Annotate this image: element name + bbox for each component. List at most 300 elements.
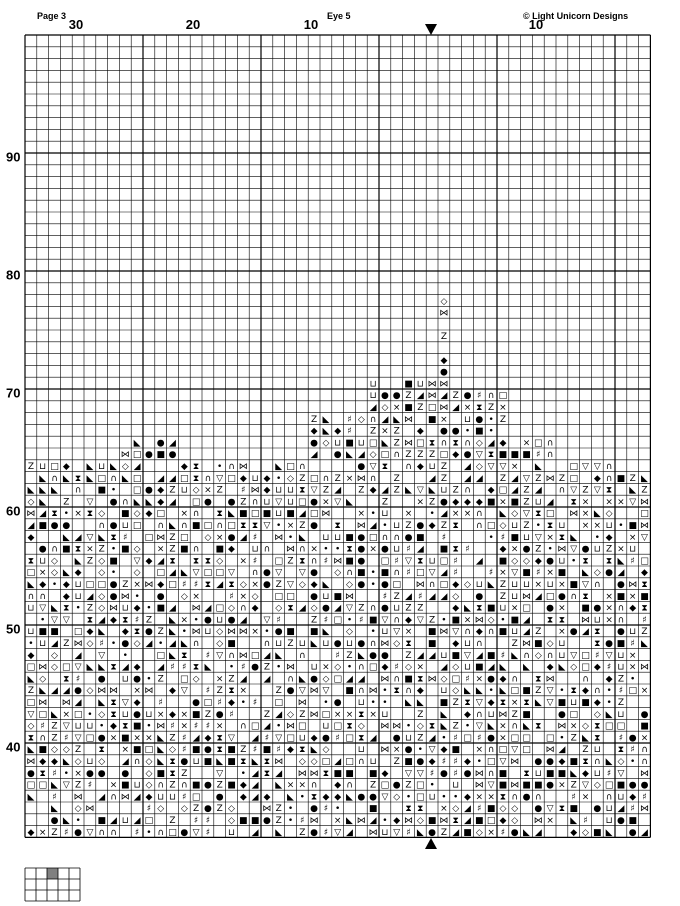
stitch-symbol: ∩ bbox=[204, 473, 212, 484]
stitch-symbol: ⧗ bbox=[499, 698, 507, 708]
stitch-symbol: ♯ bbox=[477, 391, 482, 402]
stitch-symbol: ▽ bbox=[216, 473, 224, 484]
stitch-symbol: ⊔ bbox=[617, 709, 625, 720]
stitch-symbol: □ bbox=[191, 497, 201, 508]
stitch-symbol: ♯ bbox=[193, 580, 199, 590]
stitch-symbol: Z bbox=[169, 544, 176, 555]
stitch-symbol: ◇ bbox=[98, 591, 106, 602]
stitch-symbol: ■ bbox=[416, 532, 425, 543]
stitch-symbol: □ bbox=[144, 745, 154, 756]
stitch-symbol: × bbox=[558, 603, 566, 614]
stitch-symbol: ⧗ bbox=[417, 674, 424, 685]
stitch-symbol: ∩ bbox=[428, 580, 436, 590]
stitch-symbol: ⊔ bbox=[275, 509, 283, 520]
stitch-symbol: ◇ bbox=[74, 757, 82, 767]
stitch-symbol: ■ bbox=[640, 591, 649, 602]
stitch-symbol: × bbox=[180, 615, 189, 626]
stitch-symbol: ♯ bbox=[99, 639, 104, 649]
stitch-symbol: ◆ bbox=[464, 757, 471, 767]
stitch-symbol: ▽ bbox=[605, 650, 613, 661]
stitch-symbol: × bbox=[499, 733, 507, 744]
stitch-symbol: ⋈ bbox=[640, 804, 649, 815]
stitch-symbol: ◢ bbox=[464, 816, 471, 826]
stitch-symbol: ◢ bbox=[51, 686, 58, 697]
stitch-symbol: ◢ bbox=[405, 591, 412, 602]
stitch-symbol: ◆ bbox=[428, 757, 436, 767]
stitch-symbol: ∩ bbox=[617, 615, 625, 626]
stitch-symbol: ▽ bbox=[216, 650, 224, 661]
stitch-symbol: ◆ bbox=[416, 686, 424, 697]
stitch-symbol: ◆ bbox=[27, 827, 35, 838]
stitch-symbol: ⧗ bbox=[476, 603, 483, 614]
stitch-symbol: ⋈ bbox=[474, 615, 484, 626]
stitch-symbol: Z bbox=[405, 450, 412, 461]
stitch-symbol: ∩ bbox=[487, 627, 495, 638]
stitch-symbol: ⧗ bbox=[476, 403, 483, 413]
stitch-symbol: ▽ bbox=[287, 580, 294, 590]
stitch-symbol: ■ bbox=[121, 780, 130, 791]
stitch-symbol: ⋈ bbox=[439, 379, 449, 390]
stitch-symbol: ◇ bbox=[346, 627, 353, 638]
stitch-symbol: ▽ bbox=[523, 473, 530, 484]
stitch-symbol: ◢ bbox=[487, 438, 495, 449]
stitch-symbol: • bbox=[370, 698, 376, 708]
stitch-symbol: ⧗ bbox=[216, 733, 223, 744]
stitch-symbol: ◢ bbox=[381, 414, 389, 425]
stitch-symbol: ■ bbox=[616, 639, 626, 649]
stitch-symbol: × bbox=[558, 580, 566, 590]
stitch-symbol: ∩ bbox=[287, 674, 294, 685]
stitch-symbol: ● bbox=[227, 615, 236, 626]
stitch-symbol: ▽ bbox=[416, 485, 424, 496]
stitch-symbol: □ bbox=[628, 686, 637, 697]
stitch-symbol: × bbox=[215, 674, 224, 685]
stitch-symbol: ⧗ bbox=[570, 497, 577, 508]
stitch-symbol: ◇ bbox=[487, 615, 495, 626]
stitch-symbol: ● bbox=[605, 568, 614, 579]
stitch-symbol: Z bbox=[452, 721, 459, 732]
stitch-symbol: ◣ bbox=[523, 662, 530, 673]
stitch-symbol: ◆ bbox=[145, 556, 153, 567]
stitch-symbol: ◆ bbox=[405, 615, 412, 626]
stitch-symbol: ● bbox=[546, 780, 555, 791]
stitch-symbol: ◇ bbox=[475, 462, 483, 472]
stitch-symbol: ◢ bbox=[263, 650, 271, 661]
stitch-symbol: ∩ bbox=[74, 485, 82, 496]
stitch-symbol: ▽ bbox=[298, 568, 306, 579]
stitch-symbol: ⧗ bbox=[204, 580, 212, 590]
stitch-symbol: ⋈ bbox=[238, 462, 248, 472]
stitch-symbol: Z bbox=[582, 745, 589, 756]
stitch-symbol: ∩ bbox=[535, 792, 542, 803]
stitch-symbol: Z bbox=[641, 485, 648, 496]
stitch-symbol: ● bbox=[628, 733, 637, 744]
stitch-symbol: ∩ bbox=[464, 627, 471, 638]
stitch-symbol: ⧗ bbox=[63, 674, 70, 685]
stitch-symbol: Z bbox=[582, 485, 589, 496]
stitch-symbol: ▽ bbox=[405, 556, 412, 567]
stitch-symbol: ◣ bbox=[499, 509, 507, 520]
stitch-symbol: ⋈ bbox=[439, 816, 449, 826]
stitch-symbol: ◣ bbox=[27, 792, 35, 803]
stitch-symbol: □ bbox=[180, 473, 189, 484]
stitch-symbol: ▽ bbox=[428, 745, 436, 756]
stitch-symbol: ◢ bbox=[275, 768, 283, 779]
stitch-symbol: ∩ bbox=[476, 521, 483, 531]
stitch-symbol: ◇ bbox=[133, 568, 141, 579]
stitch-symbol: • bbox=[146, 603, 152, 614]
stitch-symbol: ⋈ bbox=[156, 721, 166, 732]
stitch-symbol: ∩ bbox=[476, 709, 483, 720]
stitch-symbol: ∩ bbox=[369, 414, 377, 425]
stitch-symbol: ⧗ bbox=[428, 438, 436, 449]
stitch-symbol: □ bbox=[85, 733, 95, 744]
stitch-symbol: ⧗ bbox=[546, 615, 554, 626]
stitch-symbol: □ bbox=[522, 733, 531, 744]
stitch-symbol: ◢ bbox=[534, 485, 542, 496]
stitch-symbol: × bbox=[605, 603, 613, 614]
y-axis-label: 60 bbox=[6, 503, 21, 519]
stitch-symbol: □ bbox=[274, 556, 283, 567]
stitch-symbol: ◢ bbox=[641, 827, 648, 838]
stitch-symbol: × bbox=[239, 591, 248, 602]
stitch-symbol: ♯ bbox=[453, 556, 458, 567]
stitch-symbol: ■ bbox=[345, 768, 354, 779]
stitch-symbol: × bbox=[310, 544, 318, 555]
stitch-symbol: ♯ bbox=[323, 556, 329, 567]
stitch-symbol: ♯ bbox=[453, 733, 458, 744]
stitch-symbol: ◣ bbox=[346, 497, 353, 508]
stitch-symbol: ⧗ bbox=[617, 745, 625, 756]
stitch-symbol: ■ bbox=[368, 615, 378, 626]
stitch-symbol: ■ bbox=[451, 745, 460, 756]
stitch-symbol: ■ bbox=[38, 521, 47, 531]
stitch-symbol: ◆ bbox=[452, 497, 460, 508]
stitch-symbol: ● bbox=[557, 591, 566, 602]
stitch-symbol: ♯ bbox=[500, 650, 506, 661]
stitch-symbol: □ bbox=[144, 532, 154, 543]
stitch-symbol: ⋈ bbox=[286, 662, 295, 673]
stitch-symbol: ⋈ bbox=[380, 639, 390, 649]
stitch-symbol: ∩ bbox=[192, 639, 200, 649]
stitch-symbol: ⊔ bbox=[534, 497, 542, 508]
stitch-symbol: ♯ bbox=[205, 827, 211, 838]
stitch-symbol: ■ bbox=[404, 379, 413, 390]
stitch-symbol: ■ bbox=[522, 780, 531, 791]
stitch-symbol: • bbox=[75, 603, 81, 614]
stitch-symbol: ◣ bbox=[169, 521, 176, 531]
stitch-symbol: ● bbox=[628, 780, 637, 791]
stitch-symbol: ▽ bbox=[263, 615, 271, 626]
stitch-symbol: Z bbox=[122, 580, 129, 590]
stitch-symbol: ◇ bbox=[534, 650, 542, 661]
stitch-symbol: ◢ bbox=[74, 650, 82, 661]
stitch-symbol: ⊔ bbox=[558, 650, 566, 661]
stitch-symbol: • bbox=[476, 757, 482, 767]
stitch-symbol: ⋈ bbox=[522, 591, 531, 602]
stitch-symbol: ♯ bbox=[193, 816, 199, 826]
stitch-symbol: Z bbox=[63, 639, 70, 649]
stitch-symbol: ♯ bbox=[500, 827, 506, 838]
stitch-symbol: ♯ bbox=[630, 556, 635, 567]
stitch-symbol: ▽ bbox=[546, 686, 554, 697]
stitch-symbol: ● bbox=[156, 438, 165, 449]
stitch-symbol: × bbox=[522, 438, 531, 449]
stitch-symbol: ⋈ bbox=[144, 686, 154, 697]
stitch-symbol: ● bbox=[357, 792, 366, 803]
stitch-symbol: ◇ bbox=[133, 509, 141, 520]
stitch-symbol: ▽ bbox=[511, 745, 519, 756]
stitch-symbol: □ bbox=[274, 698, 283, 708]
stitch-symbol: ■ bbox=[510, 497, 519, 508]
stitch-symbol: ■ bbox=[191, 709, 201, 720]
stitch-symbol: ◆ bbox=[452, 603, 460, 614]
stitch-symbol: ◣ bbox=[346, 816, 353, 826]
stitch-symbol: ▽ bbox=[593, 485, 601, 496]
stitch-symbol: ■ bbox=[545, 768, 555, 779]
stitch-symbol: ⊔ bbox=[534, 768, 542, 779]
stitch-symbol: ♯ bbox=[441, 757, 447, 767]
stitch-symbol: ■ bbox=[581, 603, 590, 614]
stitch-symbol: □ bbox=[203, 521, 213, 531]
stitch-symbol: ■ bbox=[156, 603, 165, 614]
stitch-symbol: Z bbox=[488, 403, 495, 413]
stitch-symbol: ◣ bbox=[51, 603, 58, 614]
stitch-symbol: ⧗ bbox=[594, 627, 601, 638]
stitch-symbol: □ bbox=[274, 591, 283, 602]
stitch-symbol: Z bbox=[169, 780, 176, 791]
stitch-symbol: ⊔ bbox=[629, 544, 637, 555]
stitch-symbol: Z bbox=[452, 391, 459, 402]
stitch-symbol: ⧗ bbox=[240, 521, 247, 531]
stitch-symbol: • bbox=[264, 627, 270, 638]
stitch-symbol: Z bbox=[523, 485, 530, 496]
stitch-symbol: ♯ bbox=[205, 816, 211, 826]
stitch-symbol: Z bbox=[86, 603, 93, 614]
stitch-symbol: ■ bbox=[239, 816, 248, 826]
stitch-symbol: ■ bbox=[498, 627, 508, 638]
stitch-symbol: ◆ bbox=[334, 792, 342, 803]
stitch-symbol: ◢ bbox=[440, 591, 448, 602]
stitch-symbol: □ bbox=[97, 473, 106, 484]
stitch-symbol: ∩ bbox=[405, 462, 412, 472]
stitch-symbol: ♯ bbox=[205, 721, 211, 732]
stitch-symbol: ⊔ bbox=[381, 627, 389, 638]
stitch-symbol: Z bbox=[440, 521, 447, 531]
stitch-symbol: ■ bbox=[510, 450, 519, 461]
stitch-symbol: • bbox=[630, 757, 636, 767]
stitch-symbol: ♯ bbox=[347, 414, 352, 425]
stitch-symbol: ♯ bbox=[642, 792, 647, 803]
stitch-symbol: □ bbox=[380, 780, 390, 791]
stitch-symbol: Z bbox=[299, 521, 306, 531]
stitch-symbol: ⊔ bbox=[322, 639, 330, 649]
stitch-symbol: × bbox=[357, 509, 366, 520]
stitch-symbol: ■ bbox=[38, 745, 47, 756]
stitch-symbol: ◆ bbox=[593, 698, 601, 708]
stitch-symbol: ◇ bbox=[593, 780, 601, 791]
stitch-symbol: ⊔ bbox=[617, 650, 625, 661]
stitch-symbol: Z bbox=[27, 686, 34, 697]
stitch-symbol: × bbox=[581, 497, 590, 508]
stitch-symbol: ▽ bbox=[381, 792, 389, 803]
stitch-symbol: ● bbox=[369, 650, 378, 661]
stitch-symbol: ● bbox=[203, 745, 212, 756]
stitch-symbol: ◣ bbox=[121, 473, 129, 484]
stitch-symbol: ♯ bbox=[453, 768, 458, 779]
stitch-symbol: × bbox=[499, 497, 507, 508]
stitch-symbol: ◆ bbox=[629, 603, 637, 614]
stitch-symbol: ◣ bbox=[570, 768, 578, 779]
stitch-symbol: ● bbox=[62, 521, 71, 531]
stitch-symbol: ⋈ bbox=[404, 414, 413, 425]
stitch-symbol: ∩ bbox=[546, 450, 554, 461]
stitch-symbol: ⊔ bbox=[617, 792, 625, 803]
stitch-symbol: ⋈ bbox=[368, 686, 378, 697]
stitch-symbol: ■ bbox=[97, 485, 106, 496]
stitch-symbol: ■ bbox=[156, 768, 165, 779]
stitch-symbol: □ bbox=[26, 568, 36, 579]
stitch-symbol: ◢ bbox=[157, 662, 165, 673]
stitch-symbol: • bbox=[618, 521, 624, 531]
stitch-symbol: □ bbox=[156, 568, 165, 579]
stitch-symbol: ♯ bbox=[642, 615, 647, 626]
stitch-symbol: ⊔ bbox=[275, 485, 283, 496]
stitch-symbol: ◣ bbox=[204, 662, 212, 673]
stitch-symbol: □ bbox=[368, 662, 378, 673]
stitch-symbol: ⊔ bbox=[629, 627, 637, 638]
stitch-symbol: ⧗ bbox=[570, 686, 577, 697]
stitch-symbol: ■ bbox=[333, 591, 342, 602]
stitch-symbol: ▽ bbox=[582, 780, 589, 791]
stitch-symbol: ▽ bbox=[216, 768, 224, 779]
stitch-symbol: ■ bbox=[616, 591, 626, 602]
stitch-symbol: ● bbox=[357, 580, 366, 590]
stitch-symbol: ⊔ bbox=[157, 792, 165, 803]
stitch-symbol: ● bbox=[380, 650, 389, 661]
stitch-symbol: ∩ bbox=[192, 509, 200, 520]
stitch-symbol: ◢ bbox=[74, 532, 82, 543]
stitch-symbol: ◢ bbox=[251, 780, 259, 791]
stitch-symbol: ◢ bbox=[251, 768, 259, 779]
stitch-symbol: ♯ bbox=[252, 698, 258, 708]
stitch-symbol: ◇ bbox=[133, 639, 141, 649]
stitch-symbol: ⋈ bbox=[109, 686, 118, 697]
stitch-symbol: ■ bbox=[227, 745, 236, 756]
stitch-symbol: ⊔ bbox=[440, 650, 448, 661]
stitch-symbol: ■ bbox=[50, 627, 59, 638]
stitch-symbol: Z bbox=[311, 414, 318, 425]
stitch-symbol: ▽ bbox=[546, 804, 554, 815]
stitch-symbol: ■ bbox=[557, 768, 567, 779]
y-axis-label: 80 bbox=[6, 267, 21, 283]
stitch-symbol: ■ bbox=[486, 650, 496, 661]
stitch-symbol: ◢ bbox=[86, 591, 94, 602]
stitch-symbol: × bbox=[215, 721, 224, 732]
stitch-symbol: ◣ bbox=[287, 792, 294, 803]
stitch-symbol: • bbox=[571, 556, 577, 567]
stitch-symbol: ◆ bbox=[464, 792, 471, 803]
stitch-symbol: ⊔ bbox=[121, 674, 129, 685]
stitch-symbol: ▽ bbox=[582, 462, 589, 472]
stitch-symbol: ■ bbox=[262, 745, 272, 756]
stitch-symbol: ⊔ bbox=[475, 580, 483, 590]
stitch-symbol: □ bbox=[132, 473, 142, 484]
stitch-symbol: ◢ bbox=[157, 473, 165, 484]
stitch-symbol: ■ bbox=[534, 780, 543, 791]
stitch-symbol: ⧗ bbox=[582, 591, 589, 602]
stitch-symbol: ▽ bbox=[487, 780, 495, 791]
stitch-symbol: ◆ bbox=[605, 532, 613, 543]
stitch-symbol: ● bbox=[487, 674, 496, 685]
stitch-symbol: ⊔ bbox=[227, 827, 236, 838]
stitch-symbol: ⋈ bbox=[356, 521, 366, 531]
stitch-symbol: ◣ bbox=[464, 686, 471, 697]
stitch-symbol: ◣ bbox=[157, 733, 165, 744]
stitch-symbol: ∩ bbox=[464, 485, 471, 496]
stitch-symbol: • bbox=[276, 473, 282, 484]
stitch-symbol: ⋈ bbox=[286, 721, 295, 732]
stitch-symbol: ◆ bbox=[121, 627, 129, 638]
stitch-symbol: ◇ bbox=[51, 556, 58, 567]
stitch-symbol: ● bbox=[121, 639, 130, 649]
stitch-symbol: Z bbox=[393, 438, 400, 449]
stitch-symbol: × bbox=[628, 532, 637, 543]
stitch-symbol: ∩ bbox=[228, 650, 235, 661]
stitch-symbol: ◣ bbox=[39, 497, 47, 508]
stitch-symbol: ∩ bbox=[511, 792, 518, 803]
stitch-symbol: ◇ bbox=[98, 509, 106, 520]
stitch-symbol: □ bbox=[250, 721, 260, 732]
center-marker-top-icon bbox=[425, 24, 437, 35]
stitch-symbol: Z bbox=[51, 721, 58, 732]
stitch-symbol: ◣ bbox=[180, 639, 188, 649]
stitch-symbol: ⊔ bbox=[369, 757, 377, 767]
stitch-symbol: ■ bbox=[215, 544, 224, 555]
stitch-symbol: ◆ bbox=[641, 568, 648, 579]
stitch-symbol: • bbox=[370, 568, 376, 579]
stitch-symbol: □ bbox=[203, 568, 213, 579]
stitch-symbol: • bbox=[559, 686, 565, 697]
stitch-symbol: ⧗ bbox=[334, 521, 341, 531]
stitch-symbol: • bbox=[335, 804, 341, 815]
stitch-symbol: ∩ bbox=[251, 568, 259, 579]
stitch-symbol: ⧗ bbox=[535, 721, 542, 732]
stitch-symbol: □ bbox=[534, 438, 543, 449]
stitch-symbol: ⧗ bbox=[39, 768, 46, 779]
stitch-symbol: ◇ bbox=[275, 603, 283, 614]
stitch-symbol: ■ bbox=[510, 532, 519, 543]
stitch-symbol: ◢ bbox=[98, 792, 106, 803]
stitch-symbol: ■ bbox=[522, 568, 531, 579]
stitch-symbol: ♯ bbox=[406, 544, 411, 555]
stitch-symbol: × bbox=[156, 709, 165, 720]
stitch-symbol: • bbox=[488, 414, 494, 425]
stitch-symbol: ▽ bbox=[334, 827, 342, 838]
stitch-symbol: ⧗ bbox=[499, 792, 507, 803]
stitch-symbol: ⧗ bbox=[240, 757, 247, 767]
stitch-symbol: ⧗ bbox=[594, 733, 601, 744]
stitch-symbol: ◣ bbox=[322, 627, 330, 638]
stitch-symbol: ◢ bbox=[98, 615, 106, 626]
stitch-symbol: ∩ bbox=[405, 686, 412, 697]
stitch-symbol: ◆ bbox=[239, 780, 247, 791]
stitch-symbol: ⋈ bbox=[227, 627, 236, 638]
stitch-symbol: ▽ bbox=[369, 462, 377, 472]
stitch-symbol: ♯ bbox=[241, 485, 246, 496]
stitch-symbol: ⋈ bbox=[640, 662, 649, 673]
stitch-symbol: ∩ bbox=[594, 580, 601, 590]
